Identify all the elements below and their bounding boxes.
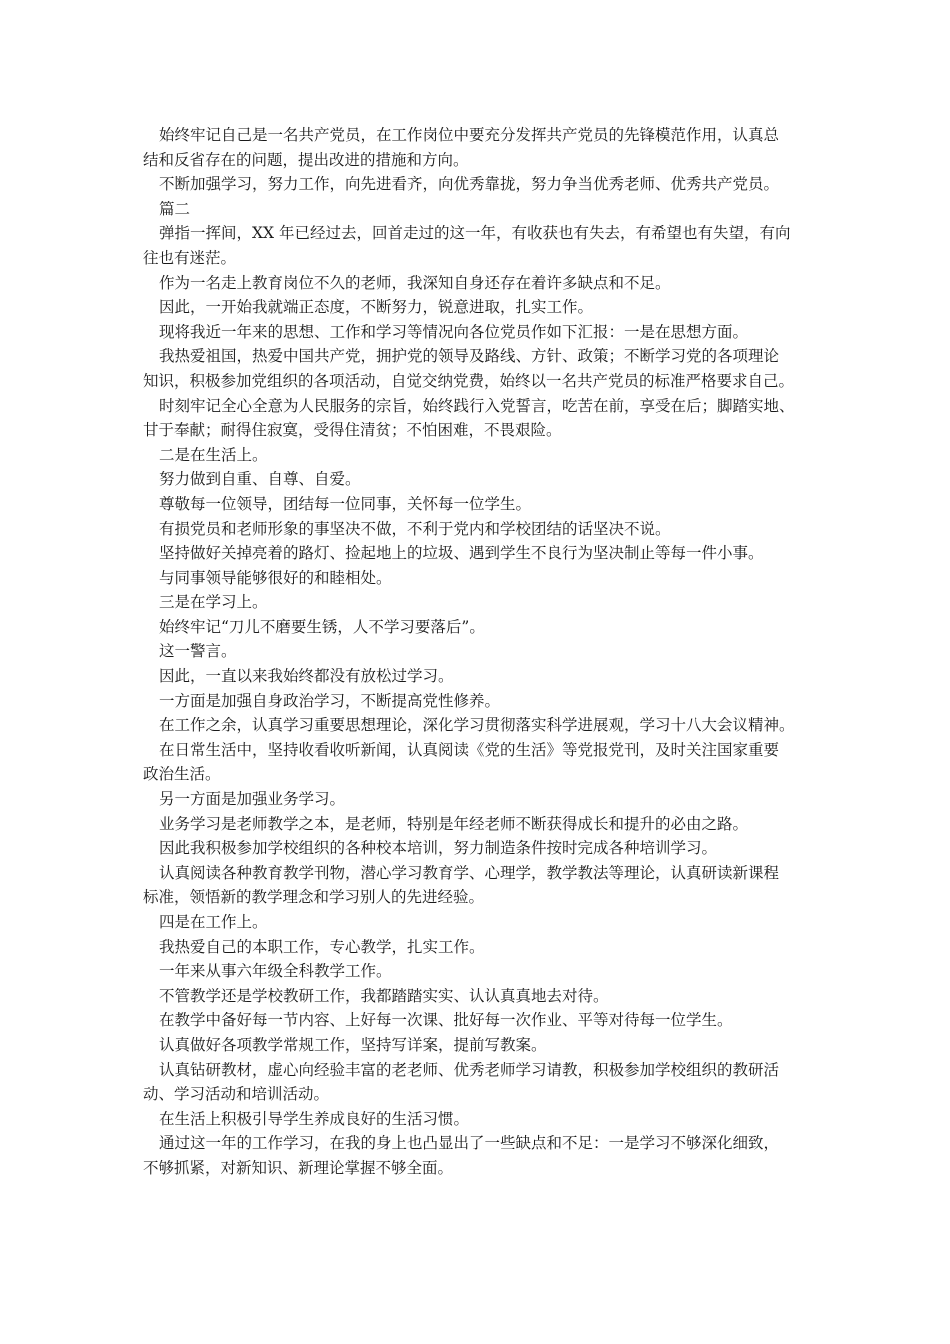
paragraph: 始终牢记“刀儿不磨要生锈，人不学习要落后”。 <box>159 617 485 636</box>
paragraph: 一年来从事六年级全科教学工作。 <box>159 962 392 981</box>
paragraph: 始终牢记自己是一名共产党员，在工作岗位中要充分发挥共产党员的先锋模范作用，认真总 <box>159 126 780 144</box>
paragraph-continuation: 政治生活。 <box>143 765 221 784</box>
paragraph: 努力做到自重、自尊、自爱。 <box>159 470 361 489</box>
paragraph: 在生活上积极引导学生养成良好的生活习惯。 <box>159 1109 470 1128</box>
paragraph: 尊敬每一位领导，团结每一位同事，关怀每一位学生。 <box>159 494 532 513</box>
paragraph: 我热爱祖国，热爱中国共产党，拥护党的领导及路线、方针、政策；不断学习党的各项理论 <box>159 347 780 366</box>
paragraph: 弹指一挥间，XX 年已经过去，回首走过的这一年，有收获也有失去，有希望也有失望，有向 <box>159 224 791 243</box>
paragraph: 认真钻研教材，虚心向经验丰富的老老师、优秀老师学习请教，积极参加学校组织的教研活 <box>159 1060 780 1079</box>
paragraph: 作为一名走上教育岗位不久的老师，我深知自身还存在着许多缺点和不足。 <box>159 273 671 292</box>
paragraph: 在工作之余，认真学习重要思想理论，深化学习贯彻落实科学进展观，学习十八大会议精神。 <box>159 716 795 735</box>
paragraph: 通过这一年的工作学习，在我的身上也凸显出了一些缺点和不足：一是学习不够深化细致， <box>159 1134 780 1153</box>
paragraph: 另一方面是加强业务学习。 <box>159 790 346 809</box>
paragraph: 因此我积极参加学校组织的各种校本培训，努力制造条件按时完成各种培训学习。 <box>159 839 718 858</box>
paragraph: 时刻牢记全心全意为人民服务的宗旨，始终践行入党誓言，吃苦在前，享受在后；脚踏实地、 <box>159 396 795 415</box>
paragraph-continuation: 动、学习活动和培训活动。 <box>143 1085 330 1104</box>
paragraph: 四是在工作上。 <box>159 913 268 931</box>
paragraph: 认真阅读各种教育教学刊物，潜心学习教育学、心理学，教学教法等理论，认真研读新课程 <box>159 863 780 882</box>
paragraph: 一方面是加强自身政治学习，不断提高党性修养。 <box>159 691 501 710</box>
paragraph: 现将我近一年来的思想、工作和学习等情况向各位党员作如下汇报：一是在思想方面。 <box>159 322 749 341</box>
paragraph: 认真做好各项教学常规工作，坚持写详案，提前写教案。 <box>159 1035 547 1054</box>
paragraph: 坚持做好关掉亮着的路灯、捡起地上的垃圾、遇到学生不良行为坚决制止等每一件小事。 <box>159 544 764 563</box>
paragraph-continuation: 结和反省存在的问题，提出改进的措施和方向。 <box>143 150 469 169</box>
paragraph: 不断加强学习，努力工作，向先进看齐，向优秀靠拢，努力争当优秀老师、优秀共产党员。 <box>159 175 780 194</box>
paragraph: 二是在生活上。 <box>159 445 268 464</box>
paragraph: 因此，一直以来我始终都没有放松过学习。 <box>159 667 454 686</box>
paragraph: 不管教学还是学校教研工作，我都踏踏实实、认认真真地去对待。 <box>159 986 609 1005</box>
paragraph: 与同事领导能够很好的和睦相处。 <box>159 568 392 587</box>
paragraph-continuation: 不够抓紧，对新知识、新理论掌握不够全面。 <box>143 1158 454 1177</box>
paragraph-continuation: 甘于奉献；耐得住寂寞，受得住清贫；不怕困难，不畏艰险。 <box>143 421 562 440</box>
paragraph: 业务学习是老师教学之本，是老师，特别是年经老师不断获得成长和提升的必由之路。 <box>159 814 749 833</box>
document-body <box>143 123 811 1181</box>
paragraph: 我热爱自己的本职工作，专心教学，扎实工作。 <box>159 937 485 956</box>
paragraph: 在教学中备好每一节内容、上好每一次课、批好每一次作业、平等对待每一位学生。 <box>159 1011 733 1030</box>
paragraph: 这一警言。 <box>159 642 237 661</box>
paragraph-continuation: 标准，领悟新的教学理念和学习别人的先进经验。 <box>143 888 485 907</box>
paragraph-continuation: 知识，积极参加党组织的各项活动，自觉交纳党费，始终以一名共产党员的标准严格要求自己。 <box>143 371 795 390</box>
paragraph: 三是在学习上。 <box>159 593 268 612</box>
paragraph: 有损党员和老师形象的事坚决不做，不利于党内和学校团结的话坚决不说。 <box>159 519 671 538</box>
paragraph: 篇二 <box>159 199 191 218</box>
paragraph-continuation: 往也有迷茫。 <box>143 248 237 267</box>
paragraph: 因此，一开始我就端正态度，不断努力，锐意进取，扎实工作。 <box>159 298 594 317</box>
paragraph: 在日常生活中，坚持收看收听新闻，认真阅读《党的生活》等党报党刊，及时关注国家重要 <box>159 740 780 759</box>
